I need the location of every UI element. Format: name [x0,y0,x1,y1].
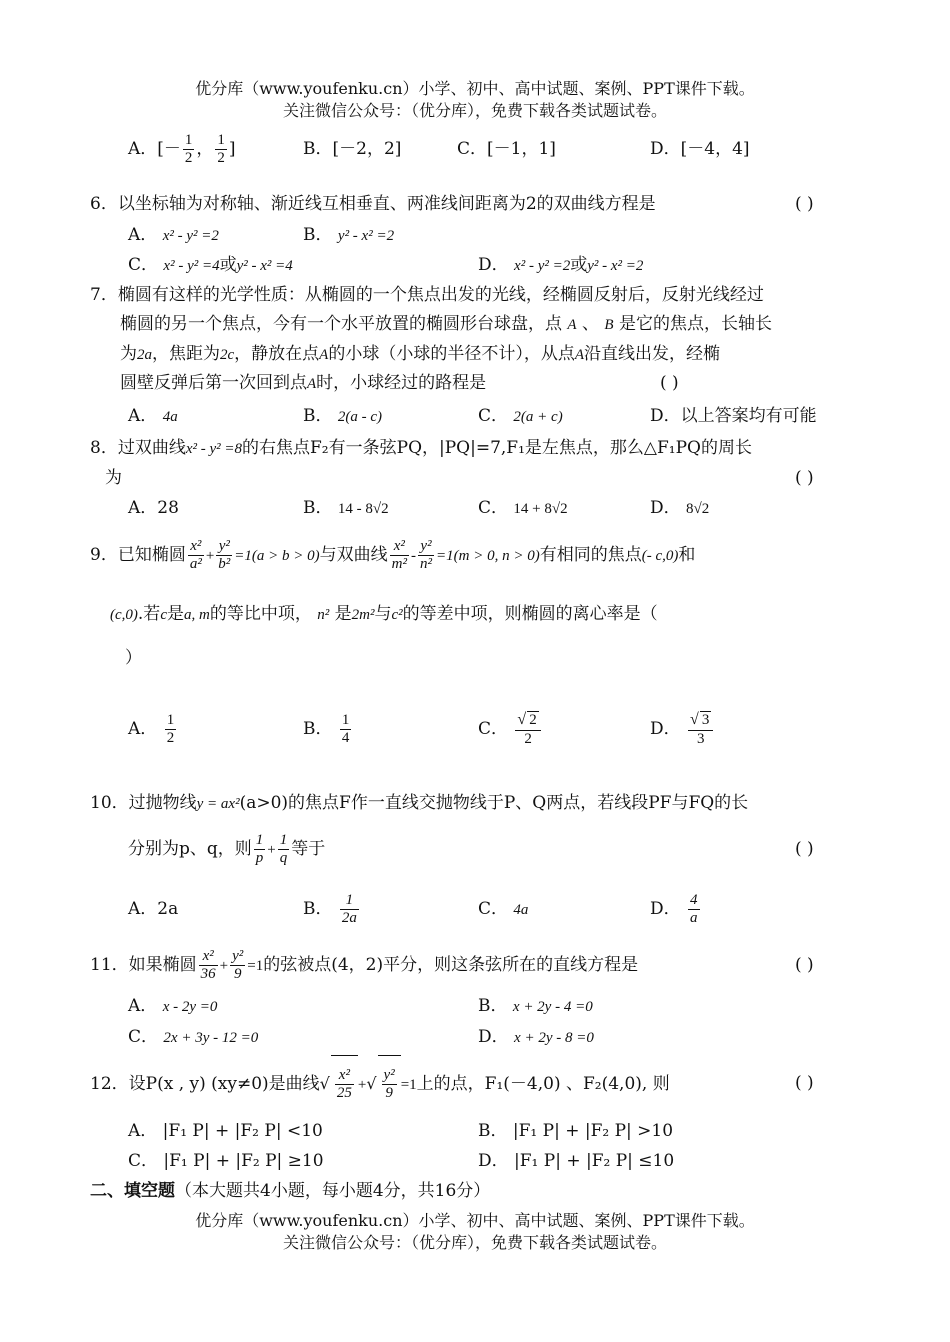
q9-option-a: A． $\frac{1}{2}$ [128,711,175,746]
q12-option-c: C． |F₁ P| + |F₂ P| ≥10 [128,1151,324,1171]
section2-title: 二、填空题 [90,1181,175,1201]
q12-option-a: A． |F₁ P| + |F₂ P| <10 [128,1121,323,1141]
q11-line1: 11．如果椭圆 $\frac{\text{x²}}{36}$ + $\frac{\text{y²}}{9}$ =1的弦被点(4，2)平分，则这条弦所在的直线方程是 [90,947,639,982]
q6-option-c: C． x² - y² =4或y² - x² =4 [128,255,293,275]
q5-option-d: D．[－4，4] [650,139,750,159]
section2-heading [90,1178,490,1204]
q7-option-d: D．以上答案均有可能 [650,406,817,426]
q11-answer-paren: ( ) [795,955,814,975]
q7-line1: 7．椭圆有这样的光学性质：从椭圆的一个焦点出发的光线，经椭圆反射后，反射光线经过 [90,285,764,305]
q8-option-a: A．28 [128,498,179,518]
q8-option-c: C． 14 + 8√2 [478,498,568,518]
q8-option-d: D． 8√2 [650,498,710,518]
q10-line1: 10．过抛物线y = ax²(a>0)的焦点F作一直线交抛物线于P、Q两点，若线段PF与FQ的长 [90,793,749,813]
section2-desc: （本大题共4小题，每小题4分，共16分） [175,1181,491,1201]
q6-option-a: A． x² - y² =2 [128,225,219,245]
q9-option-c: C． $\frac{√ 2}{2}$ [478,700,543,758]
q8-line1: 8．过双曲线x² - y² =8的右焦点F₂有一条弦PQ，|PQ|=7,F₁是左焦点，那么△F₁PQ的周长 [90,438,752,458]
q11-option-c: C． 2x + 3y - 12 =0 [128,1027,259,1047]
q7-line4: 圆壁反弹后第一次回到点A时，小球经过的路程是 [120,373,487,393]
watermark-header-line1: 优分库（www.youfenku.cn）小学、初中、高中试题、案例、PPT课件下载。 [195,79,755,98]
q7-option-c: C． 2(a + c) [478,406,563,426]
q8-answer-paren: ( ) [795,468,814,488]
q8-option-b: B． 14 - 8√2 [303,498,389,518]
q12-answer-paren: ( ) [795,1073,814,1093]
q6-stem: 6．以坐标轴为对称轴、渐近线互相垂直、两准线间距离为2的双曲线方程是 [90,194,656,214]
q5-option-b: B．[－2，2] [303,139,402,159]
q6-option-d: D． x² - y² =2或y² - x² =2 [478,255,644,275]
q10-option-b: B． $\frac{1}{2a}$ [303,891,357,926]
q5-option-a: A．[－ $\frac{1}{2}$ ， $\frac{1}{2}$ ] [128,131,236,166]
q5-option-c: C．[－1，1] [457,139,556,159]
q10-option-c: C． 4a [478,899,529,919]
q9-line1: 9．已知椭圆 $\frac{\text{x²}}{\text{a²}}$ + $\frac{\text{y²}}{\text{b²}}$ =1(a > b > 0)与双曲线 $\frac{\text{x²}}{\text{m²}}$ - $\frac{\text{y²}}{\text{n²}}$ =1(m > 0, n > 0)有相同的焦点(- c,0)和 [90,537,696,572]
q12-line1: 12．设P(x , y) (xy≠0)是曲线√ $\frac{\text{x²}}{25}$ +√ $\frac{\text{y²}}{9}$ =1上的点，F₁(－4,0) 、F₂(4,0), 则 [90,1055,670,1113]
q7-answer-paren: ( ) [660,373,679,393]
watermark-footer-line2: 关注微信公众号：（优分库），免费下载各类试题试卷。 [282,1233,667,1252]
q7-option-a: A． 4a [128,406,178,426]
q12-option-d: D． |F₁ P| + |F₂ P| ≤10 [478,1151,675,1171]
q9-option-d: D． $\frac{√ 3}{3}$ [650,700,715,758]
q10-line2: 分别为p、q，则 $\frac{1}{p}$ + $\frac{1}{q}$ 等于 [128,831,326,866]
q10-answer-paren: ( ) [795,839,814,859]
q9-line2: (c,0).若c是a, m的等比中项， n² 是2m²与c²的等差中项，则椭圆的离心率是（ [110,604,658,624]
q11-option-b: B． x + 2y - 4 =0 [478,996,593,1016]
q6-option-b: B． y² - x² =2 [303,225,395,245]
q6-answer-paren: ( ) [795,194,814,214]
q10-option-a: A．2a [128,899,179,919]
q9-option-b: B． $\frac{1}{4}$ [303,711,350,746]
q9-line3: ） [125,648,142,668]
watermark-header-line2: 关注微信公众号：（优分库），免费下载各类试题试卷。 [282,101,667,120]
q7-line2: 椭圆的另一个焦点，今有一个水平放置的椭圆形台球盘，点 A 、 B 是它的焦点，长轴长 [120,314,772,334]
q7-line3: 为2a，焦距为2c，静放在点A的小球（小球的半径不计），从点A沿直线出发，经椭 [120,344,721,364]
q11-option-a: A． x - 2y =0 [128,996,218,1016]
q8-line2: 为 [105,468,122,488]
q12-option-b: B． |F₁ P| + |F₂ P| >10 [478,1121,674,1141]
watermark-footer-line1: 优分库（www.youfenku.cn）小学、初中、高中试题、案例、PPT课件下载。 [195,1211,755,1230]
q7-option-b: B． 2(a - c) [303,406,383,426]
q10-option-d: D． $\frac{4}{a}$ [650,891,698,926]
q11-option-d: D． x + 2y - 8 =0 [478,1027,594,1047]
